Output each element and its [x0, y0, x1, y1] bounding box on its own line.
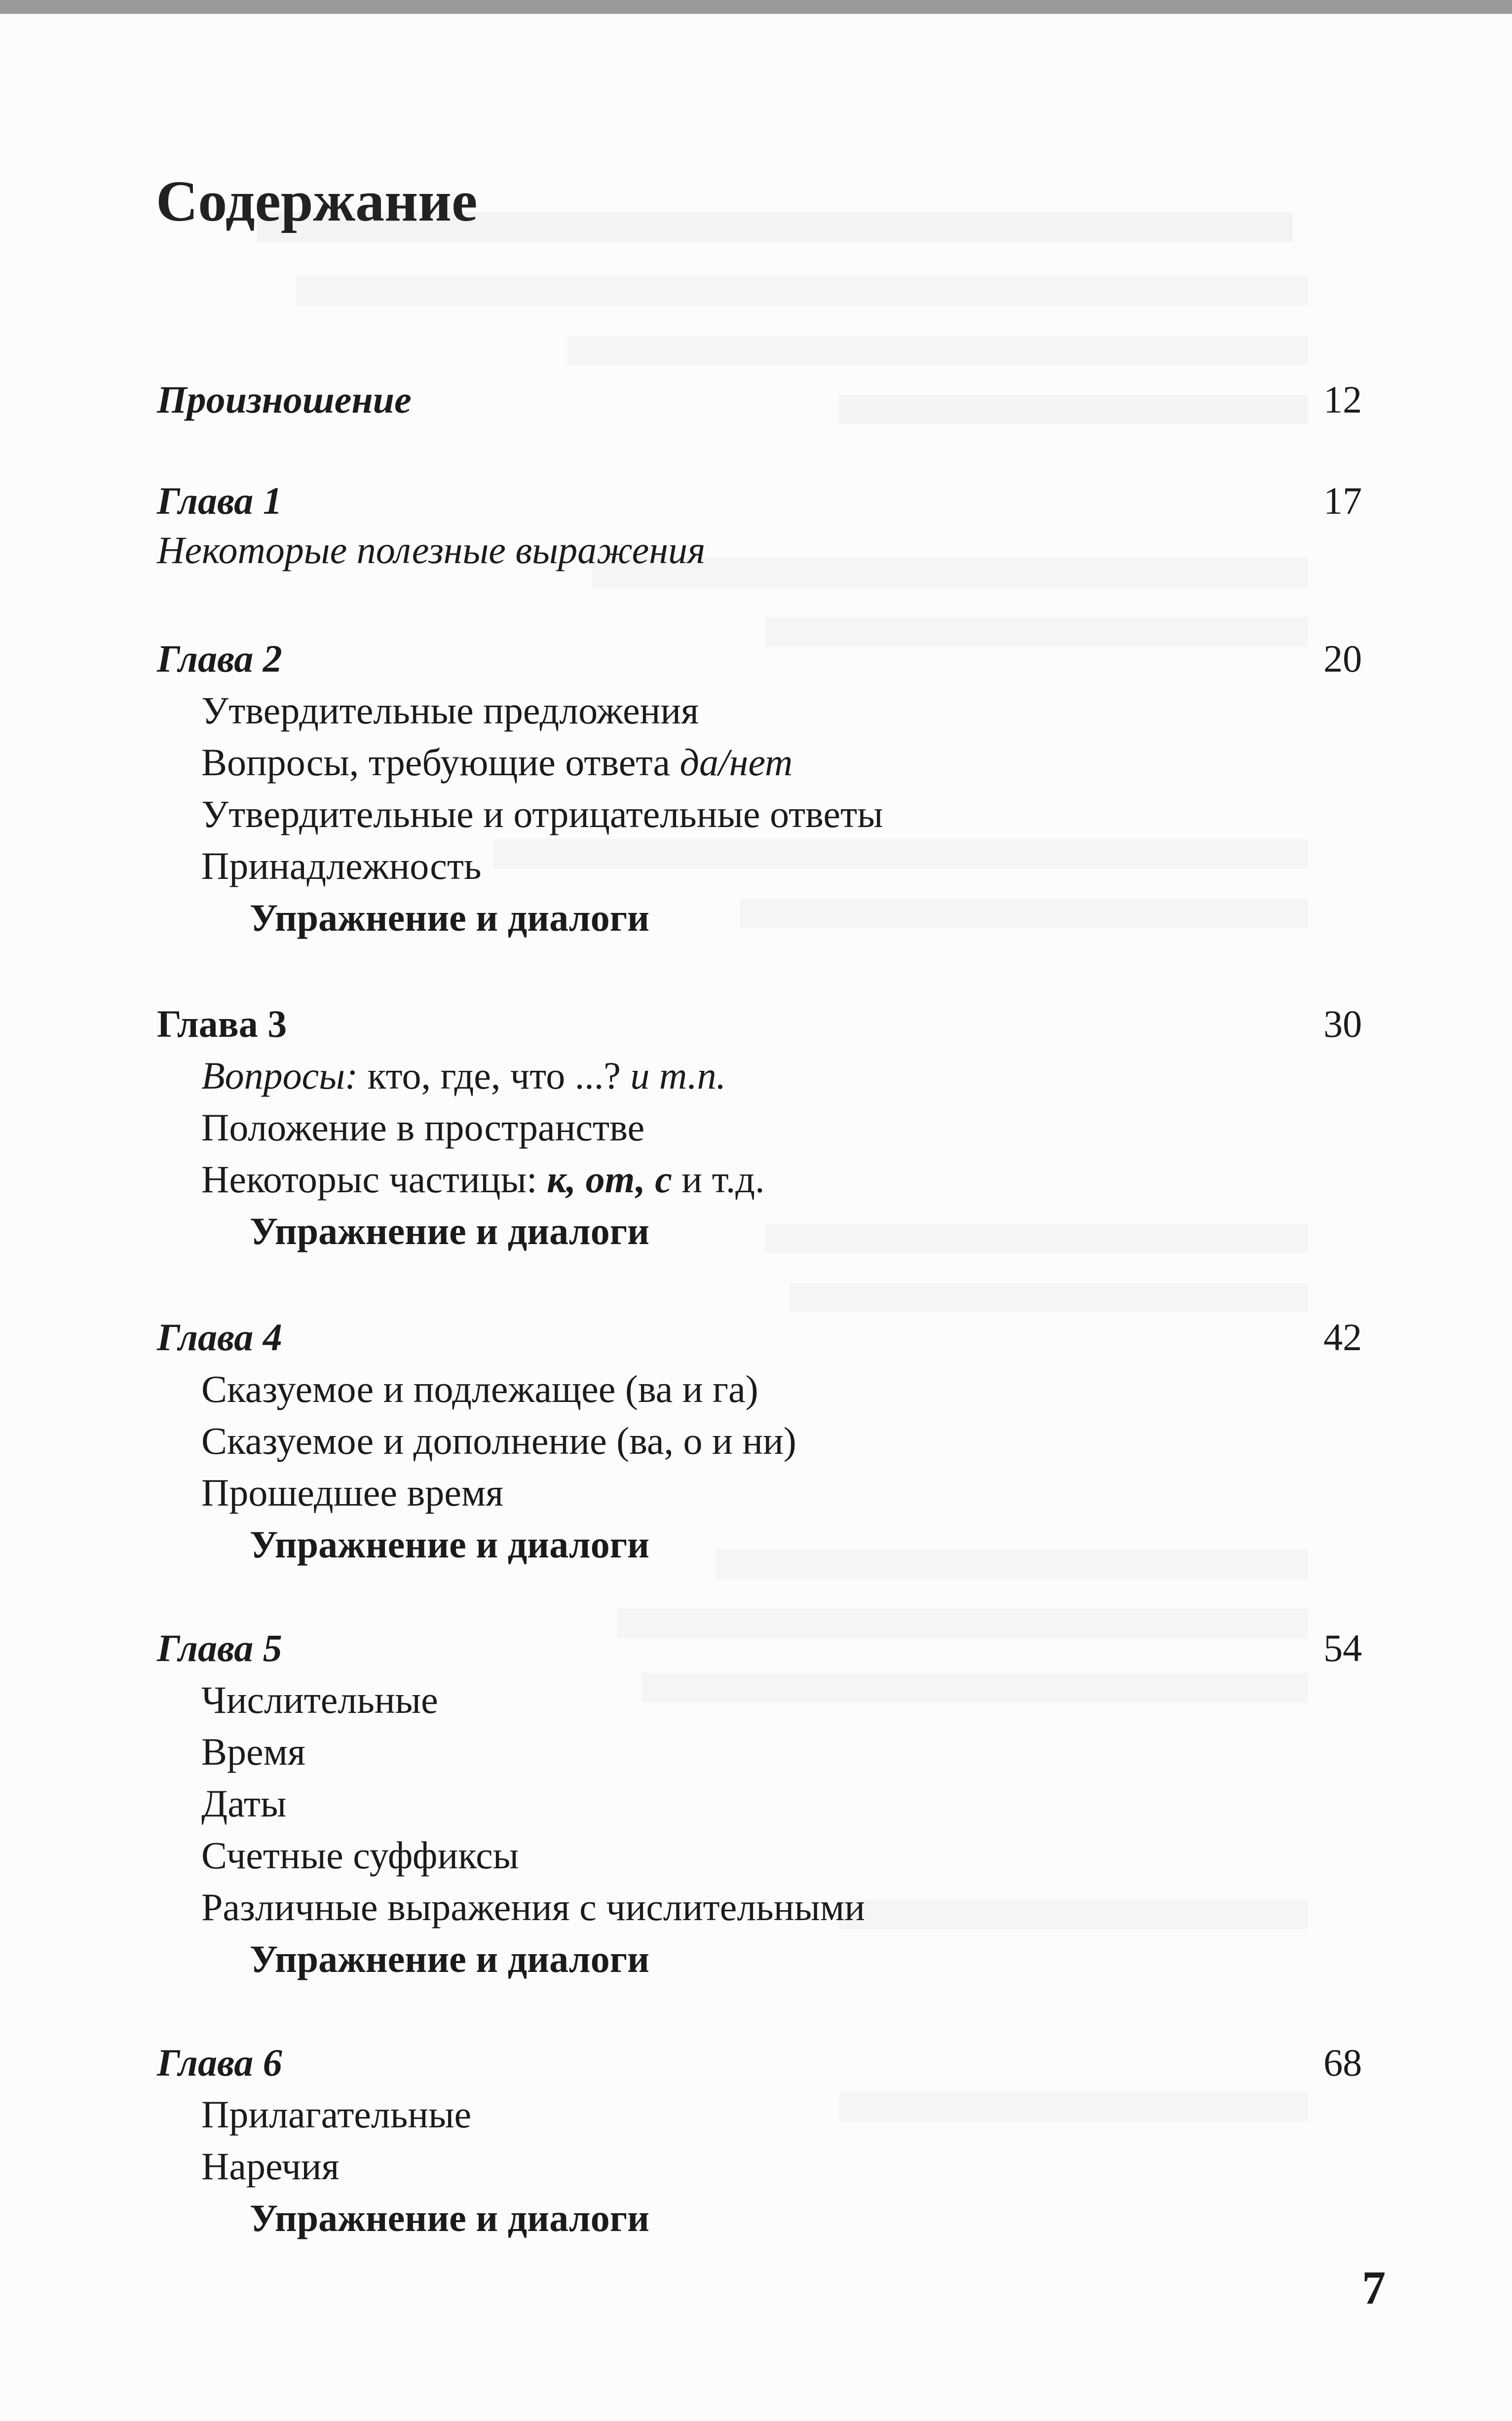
toc-exercise: Упражнение и диалоги — [250, 896, 649, 939]
toc-exercise: Упражнение и диалоги — [250, 1210, 649, 1252]
toc-page-chapter-5: 54 — [1323, 1627, 1362, 1669]
toc-item: Время — [201, 1730, 305, 1773]
toc-item: Прилагательные — [201, 2093, 472, 2136]
toc-chapter-2[interactable]: Глава 2 — [157, 637, 282, 680]
toc-chapter-1-subtitle: Некоторые полезные выражения — [157, 529, 706, 571]
toc-item: Вопросы: кто, где, что ...? и т.п. — [201, 1054, 726, 1097]
toc-entry-pronunciation[interactable]: Произношение — [157, 378, 412, 421]
toc-page-pronunciation: 12 — [1323, 378, 1362, 421]
toc-item: Утвердительные и отрицательные ответы — [201, 793, 883, 835]
toc-item: Положение в пространстве — [201, 1106, 645, 1149]
toc-page-chapter-6: 68 — [1323, 2041, 1362, 2084]
toc-item: Различные выражения с числительными — [201, 1886, 866, 1929]
toc-item: Числительные — [201, 1678, 438, 1721]
toc-item: Утвердительные предложения — [201, 689, 699, 732]
toc-item: Даты — [201, 1782, 287, 1825]
toc-chapter-3[interactable]: Глава 3 — [157, 1002, 287, 1045]
toc-chapter-5[interactable]: Глава 5 — [157, 1627, 282, 1669]
toc-item: Сказуемое и дополнение (ва, о и ни) — [201, 1419, 796, 1462]
toc-item: Некоторыс частицы: к, от, с и т.д. — [201, 1158, 765, 1201]
toc-page-chapter-3: 30 — [1323, 1002, 1362, 1045]
page-title: Содержание — [156, 169, 478, 233]
toc-item: Прошедшее время — [201, 1471, 504, 1514]
toc-exercise: Упражнение и диалоги — [250, 2196, 649, 2239]
toc-item: Сказуемое и подлежащее (ва и га) — [201, 1367, 758, 1410]
toc-item: Вопросы, требующие ответа да/нет — [201, 741, 793, 784]
toc-page-chapter-2: 20 — [1323, 637, 1362, 680]
toc-chapter-6[interactable]: Глава 6 — [157, 2041, 282, 2084]
toc-item: Наречия — [201, 2145, 340, 2188]
toc-item: Счетные суффиксы — [201, 1834, 519, 1877]
toc-item: Принадлежность — [201, 844, 482, 887]
toc-chapter-1[interactable]: Глава 1 — [157, 479, 282, 522]
toc-chapter-4[interactable]: Глава 4 — [157, 1316, 282, 1359]
toc-page-chapter-1: 17 — [1323, 479, 1362, 522]
toc-exercise: Упражнение и диалоги — [250, 1937, 649, 1980]
toc-exercise: Упражнение и диалоги — [250, 1523, 649, 1566]
toc-page-chapter-4: 42 — [1323, 1316, 1362, 1359]
page-number: 7 — [1362, 2261, 1386, 2314]
